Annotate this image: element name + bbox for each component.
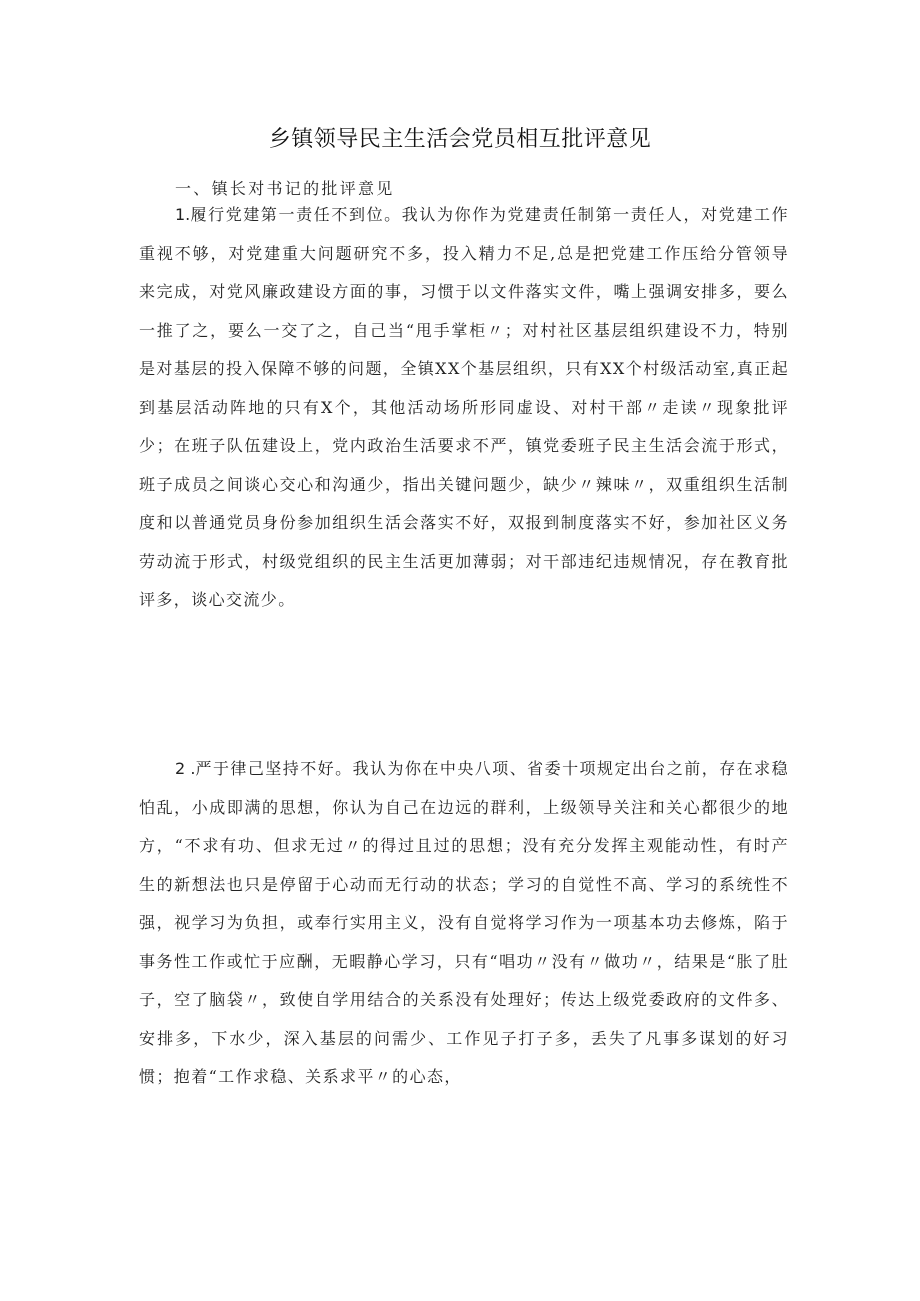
paragraph-2-text: 严于律己坚持不好。我认为你在中央八项、省委十项规定出台之前，存在求稳怕乱，小成即满的思想，你认为自己在边远的群利，上级领导关注和关心都很少的地方，“不求有功、但求无过〃的得过且过的思想；没有充分发挥主观能动性，有时产生的新想法也只是停留于心动而无行动的状态；学习的自觉性不高、学习的系统性不强，视学习为负担，或奉行实用主义，没有自觉将学习作为一项基本功去修炼，陷于事务性工作或忙于应酬，无暇静心学习，只有“唱功〃没有〃做功〃，结果是“胀了肚子，空了脑袋〃，致使自学用结合的关系没有处理好；传达上级党委政府的文件多、安排多，下水少，深入基层的问需少、工作见子打子多，丢失了凡事多谋划的好习惯；抱着“工作求稳、关系求平〃的心态， — [139, 759, 789, 1086]
paragraph-1-number: 1. — [175, 205, 191, 224]
paragraph-1-text: 履行党建第一责任不到位。我认为你作为党建责任制第一责任人，对党建工作重视不够，对党建重大问题研究不多，投入精力不足,总是把党建工作压给分管领导来完成，对党风廉政建设方面的事，习惯于以文件落实文件，嘴上强调安排多，要么一推了之，要么一交了之，自己当“甩手掌柜〃；对村社区基层组织建设不力，特别是对基层的投入保障不够的问题，全镇XX个基层组织，只有XX个村级活动室,真正起到基层活动阵地的只有X个，其他活动场所形同虚设、对村干部〃走读〃现象批评少；在班子队伍建设上，党内政治生活要求不严，镇党委班子民主生活会流于形式，班子成员之间谈心交心和沟通少，指出关键问题少，缺少〃辣味〃，双重组织生活制度和以普通党员身份参加组织生活会落实不好，双报到制度落实不好，参加社区义务劳动流于形式，村级党组织的民主生活更加薄弱；对干部违纪违规情况，存在教育批评多，谈心交流少。 — [139, 205, 789, 609]
paragraph-2 — [139, 750, 789, 1097]
document-title: 乡镇领导民主生活会党员相互批评意见 — [268, 127, 652, 152]
paragraph-2-number: 2 . — [175, 759, 196, 778]
section-heading: 一、镇长对书记的批评意见 — [175, 179, 395, 198]
paragraph-1 — [139, 196, 789, 620]
